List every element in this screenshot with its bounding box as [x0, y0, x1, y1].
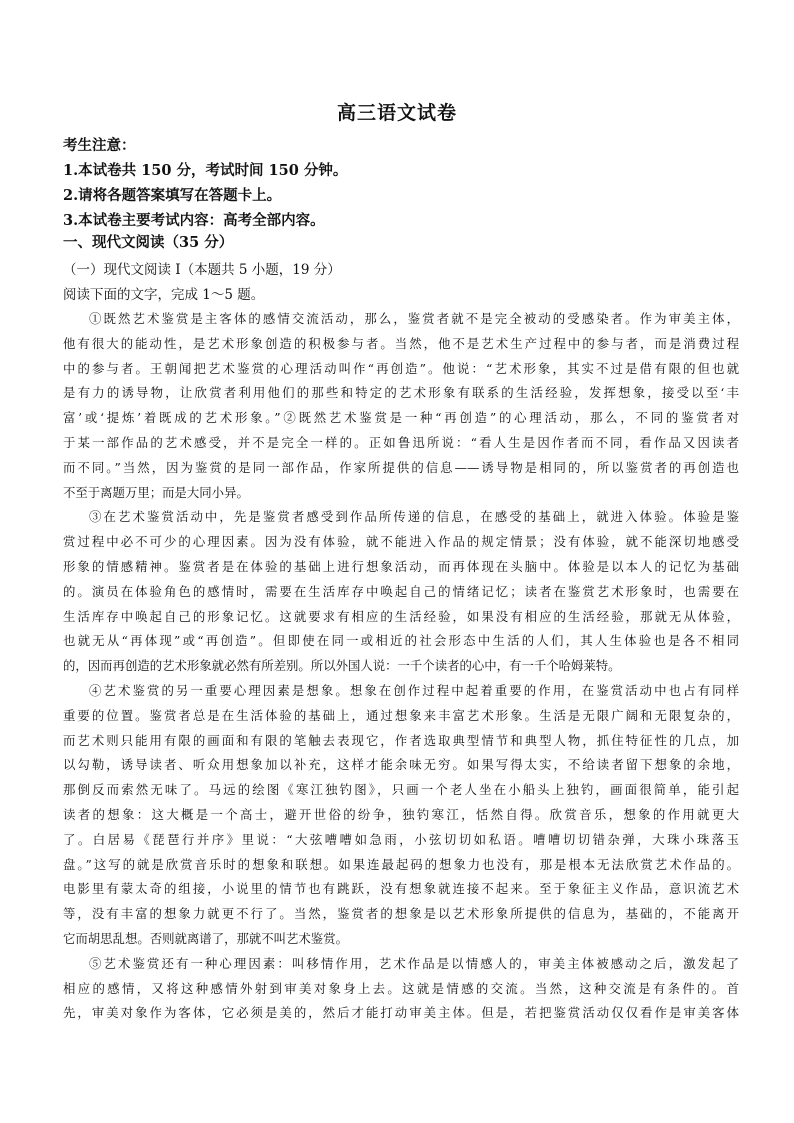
reading-passage [63, 307, 739, 1026]
paragraph-line: 形象的情感精神。鉴赏者是在体验的基础上进行想象活动，而再体现在头脑中。体验是以本人的记忆为基础 [63, 558, 739, 574]
paragraph-line: 中的参与者。王朝闻把艺术鉴赏的心理活动叫作“再创造”。他说：“艺术形象，其实不过是借有限的但也就 [63, 360, 739, 376]
paragraph-line: ⑤艺术鉴赏还有一种心理因素：叫移情作用，艺术作品是以情感人的，审美主体被感动之后，激发起了 [89, 955, 739, 971]
paragraph-line: 那倒反而索然无味了。马远的绘图《寒江独钓图》，只画一个老人坐在小船头上独钓，画面很简单，能引起 [63, 782, 739, 798]
passage-paragraph [63, 307, 739, 505]
paragraph-line: 重要的位置。鉴赏者总是在生活体验的基础上，通过想象来丰富艺术形象。生活是无限广阔和无限复杂的， [63, 707, 739, 723]
paragraph-line: 相应的感情，又将这种感情外射到审美对象身上去。这就是情感的交流。当然，这种交流是有条件的。首 [63, 980, 739, 996]
paragraph-line: 于某一部作品的艺术感受，并不是完全一样的。正如鲁迅所说：“看人生是因作者而不同，看作品又因读者 [63, 434, 739, 450]
subsection-heading: （一）现代文阅读 I（本题共 5 小题，19 分） [63, 262, 341, 278]
page-title: 高三语文试卷 [336, 102, 457, 124]
paragraph-line: 以勾勒，诱导读者、听众用想象加以补充，这样才能余味无穷。如果写得太实，不给读者留下想象的余地， [63, 757, 739, 773]
paragraph-line: 而艺术则只能用有限的画面和有限的笔触去表现它，作者选取典型情节和典型人物，抓住特征性的几点，加 [63, 732, 739, 748]
paragraph-line: 电影里有蒙太奇的组接，小说里的情节也有跳跃，没有想象就连接不起来。至于象征主义作品，意识流艺术 [63, 881, 739, 897]
paragraph-line: 他有很大的能动性，是艺术形象创造的积极参与者。当然，他不是艺术生产过程中的参与者，而是消费过程 [63, 335, 739, 351]
paragraph-line: 它而胡思乱想。否则就离谱了，那就不叫艺术鉴赏。 [63, 930, 348, 946]
paragraph-line: 生活库存中唤起自己的形象记忆。这就要求有相应的生活经验，如果没有相应的生活经验，那就无从体验， [63, 608, 739, 624]
paragraph-line: 先，审美对象作为客体，它必须是美的，然后才能打动审美主体。但是，若把鉴赏活动仅仅看作是审美客体 [63, 1005, 739, 1021]
paragraph-line: 赏过程中必不可少的心理因素。因为没有体验，就不能进入作品的规定情景；没有体验，就不能深切地感受 [63, 534, 739, 550]
notice-heading: 考生注意： [63, 137, 136, 154]
paragraph-line: ④艺术鉴赏的另一重要心理因素是想象。想象在创作过程中起着重要的作用，在鉴赏活动中也占有同样 [89, 682, 739, 698]
paragraph-line: 也就无从“再体现”或“再创造”。但即使在同一或相近的社会形态中生活的人们，其人生体验也是各不相同 [63, 633, 739, 649]
paragraph-line: 而不同。”当然，因为鉴赏的是同一部作品，作家所提供的信息——诱导物是相同的，所以鉴赏者的再创造也 [63, 459, 739, 475]
paragraph-line: 是有力的诱导物，让欣赏者利用他们的那些和特定的艺术形象有联系的生活经验，发挥想象，接受以至‘丰 [63, 385, 739, 401]
passage-paragraph [63, 505, 739, 679]
paragraph-line: 读者的想象：这大概是一个高士，避开世俗的纷争，独钓寒江，恬然自得。欣赏音乐，想象的作用就更大 [63, 806, 739, 822]
notice-item: 1.本试卷共 150 分，考试时间 150 分钟。 [63, 162, 348, 179]
paragraph-line: 等，没有丰富的想象力就更不行了。当然，鉴赏者的想象是以艺术形象所提供的信息为，基础的，不能离开 [63, 906, 739, 922]
paragraph-line: 的，因而再创造的艺术形象就必然有所差别。所以外国人说：一千个读者的心中，有一千个哈姆莱特。 [63, 658, 621, 674]
paragraph-line: ①既然艺术鉴赏是主客体的感情交流活动，那么，鉴赏者就不是完全被动的受感染者。作为审美主体， [89, 311, 739, 326]
passage-paragraph [63, 679, 739, 952]
paragraph-line: ③在艺术鉴赏活动中，先是鉴赏者感受到作品所传递的信息，在感受的基础上，就进入体验。体验是鉴 [89, 509, 739, 525]
paragraph-line: 的。演员在体验角色的感情时，需要在生活库存中唤起自己的情绪记忆；读者在鉴赏艺术形象时，也需要在 [63, 583, 739, 599]
reading-instruction: 阅读下面的文字，完成 1～5 题。 [63, 287, 265, 303]
section-heading: 一、现代文阅读（35 分） [63, 234, 234, 251]
notice-item: 3.本试卷主要考试内容：高考全部内容。 [63, 212, 325, 229]
exam-notice [63, 133, 743, 233]
paragraph-line: 富’或‘提炼’着既成的艺术形象。”②既然艺术鉴赏是一种“再创造”的心理活动，那么，不同的鉴赏者对 [63, 410, 739, 426]
paragraph-line: 不至于离题万里；而是大同小异。 [63, 484, 249, 500]
notice-item: 2.请将各题答案填写在答题卡上。 [63, 187, 282, 204]
paragraph-line: 盘。”这写的就是欣赏音乐时的想象和联想。如果连最起码的想象力也没有，那是根本无法欣赏艺术作品的。 [63, 856, 739, 872]
passage-paragraph [63, 952, 739, 1026]
paragraph-line: 了。白居易《琵琶行并序》里说：“大弦嘈嘈如急雨，小弦切切如私语。嘈嘈切切错杂弹，大珠小珠落玉 [63, 831, 739, 847]
